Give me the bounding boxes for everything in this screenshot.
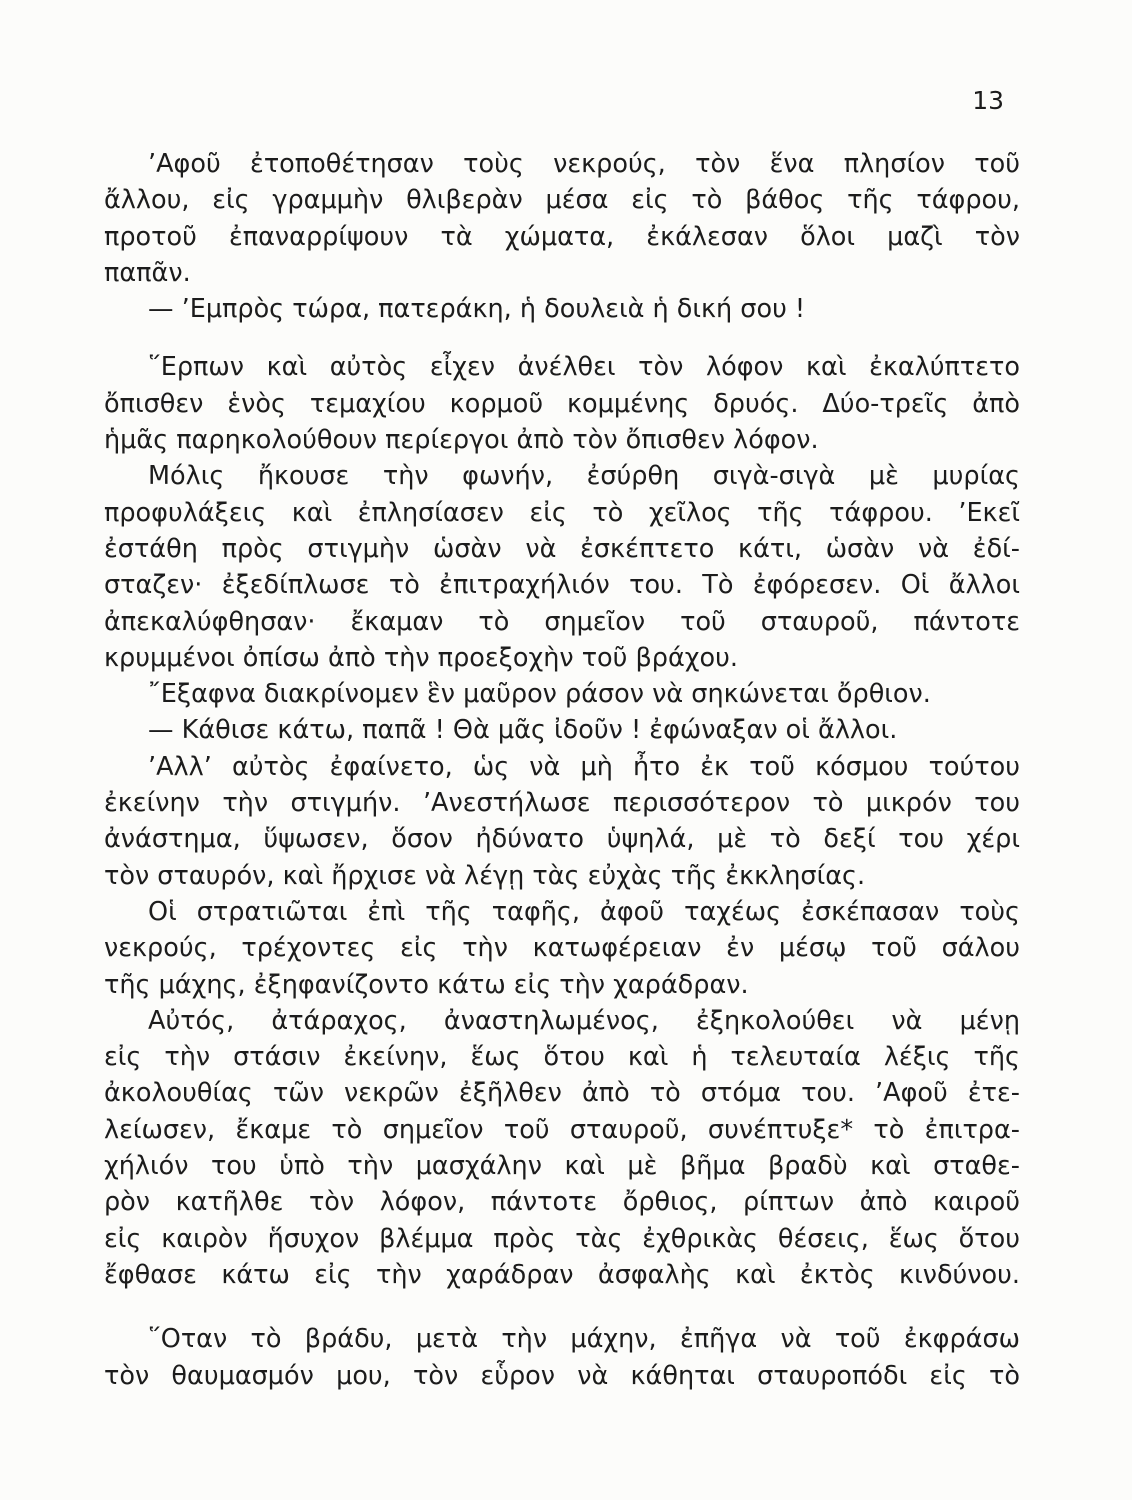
text-line: προφυλάξεις καὶ ἐπλησίασεν εἰς τὸ χεῖλος τῆς τάφρου. ’Εκεῖ [104,497,1020,528]
text-line: ἐστάθη πρὸς στιγμὴν ὡσὰν νὰ ἐσκέπτετο κάτι, ὡσὰν νὰ ἐδί- [104,533,1020,564]
text-line: ἀκολουθίας τῶν νεκρῶν ἐξῆλθεν ἀπὸ τὸ στόμα του. ’Αφοῦ ἐτε- [104,1078,1020,1109]
text-line: ἡμᾶς παρηκολούθουν περίεργοι ἀπὸ τὸν ὄπισθεν λόφον. [104,425,819,456]
text-line: ἀνάστημα, ὕψωσεν, ὅσον ἠδύνατο ὑψηλά, μὲ τὸ δεξί του χέρι [104,824,1020,855]
text-line: λείωσεν, ἔκαμε τὸ σημεῖον τοῦ σταυροῦ, συνέπτυξε* τὸ ἐπιτρα- [104,1114,1020,1145]
text-line: ’Αφοῦ ἐτοποθέτησαν τοὺς νεκρούς, τὸν ἕνα πλησίον τοῦ [148,149,1020,179]
text-line: Αὐτός, ἀτάραχος, ἀναστηλωμένος, ἐξηκολούθει νὰ μένῃ [148,1005,1020,1036]
page-number: 13 [972,86,1004,115]
body-text [104,146,1020,1394]
text-line: — ’Εμπρὸς τώρα, πατεράκη, ἡ δουλειὰ ἡ δική σου ! [148,294,806,325]
text-line: προτοῦ ἐπαναρρίψουν τὰ χώματα, ἐκάλεσαν ὅλοι μαζὶ τὸν [104,221,1020,252]
text-line: ῞Οταν τὸ βράδυ, μετὰ τὴν μάχην, ἐπῆγα νὰ τοῦ ἐκφράσω [148,1324,1020,1355]
text-line: ῎Εξαφνα διακρίνομεν ἓν μαῦρον ράσον νὰ σηκώνεται ὄρθιον. [148,679,931,710]
text-line: — Κάθισε κάτω, παπᾶ ! Θὰ μᾶς ἰδοῦν ! ἐφώναξαν οἱ ἄλλοι. [148,715,898,746]
text-line: Μόλις ἤκουσε τὴν φωνήν, ἐσύρθη σιγὰ-σιγὰ μὲ μυρίας [148,461,1020,492]
text-line: τὸν θαυμασμόν μου, τὸν εὗρον νὰ κάθηται σταυροπόδι εἰς τὸ [104,1360,1020,1391]
text-line: ρὸν κατῆλθε τὸν λόφον, πάντοτε ὄρθιος, ρίπτων ἀπὸ καιροῦ [104,1187,1020,1218]
text-line: εἰς τὴν στάσιν ἐκείνην, ἕως ὅτου καὶ ἡ τελευταία λέξις τῆς [104,1042,1020,1073]
text-line: παπᾶν. [104,257,191,288]
text-line: εἰς καιρὸν ἥσυχον βλέμμα πρὸς τὰς ἐχθρικὰς θέσεις, ἕως ὅτου [104,1223,1020,1254]
text-line: κρυμμένοι ὀπίσω ἀπὸ τὴν προεξοχὴν τοῦ βράχου. [104,642,738,673]
text-line: χήλιόν του ὑπὸ τὴν μασχάλην καὶ μὲ βῆμα βραδὺ καὶ σταθε- [104,1151,1020,1182]
text-line: Οἱ στρατιῶται ἐπὶ τῆς ταφῆς, ἀφοῦ ταχέως ἐσκέπασαν τοὺς [148,896,1020,927]
text-line: τῆς μάχης, ἐξηφανίζοντο κάτω εἰς τὴν χαράδραν. [104,969,749,1000]
text-line: σταζεν· ἐξεδίπλωσε τὸ ἐπιτραχήλιόν του. Τὸ ἐφόρεσεν. Οἱ ἄλλοι [104,570,1020,601]
text-line: ἀπεκαλύφθησαν· ἔκαμαν τὸ σημεῖον τοῦ σταυροῦ, πάντοτε [104,606,1020,637]
text-line: ἐκείνην τὴν στιγμήν. ’Ανεστήλωσε περισσότερον τὸ μικρόν του [104,788,1020,819]
text-line: ’Αλλ’ αὐτὸς ἐφαίνετο, ὡς νὰ μὴ ἦτο ἐκ τοῦ κόσμου τούτου [148,751,1020,782]
text-line: ἄλλου, εἰς γραμμὴν θλιβερὰν μέσα εἰς τὸ βάθος τῆς τάφρου, [104,185,1020,216]
text-line: ὄπισθεν ἑνὸς τεμαχίου κορμοῦ κομμένης δρυός. Δύο-τρεῖς ἀπὸ [104,388,1020,419]
text-line: ἔφθασε κάτω εἰς τὴν χαράδραν ἀσφαλὴς καὶ ἐκτὸς κινδύνου. [104,1259,1020,1290]
text-line: τὸν σταυρόν, καὶ ἤρχισε νὰ λέγῃ τὰς εὐχὰς τῆς ἐκκλησίας. [104,860,866,891]
text-line: ῞Ερπων καὶ αὐτὸς εἶχεν ἀνέλθει τὸν λόφον καὶ ἐκαλύπτετο [148,352,1020,383]
text-line: νεκρούς, τρέχοντες εἰς τὴν κατωφέρειαν ἐν μέσῳ τοῦ σάλου [104,933,1020,964]
